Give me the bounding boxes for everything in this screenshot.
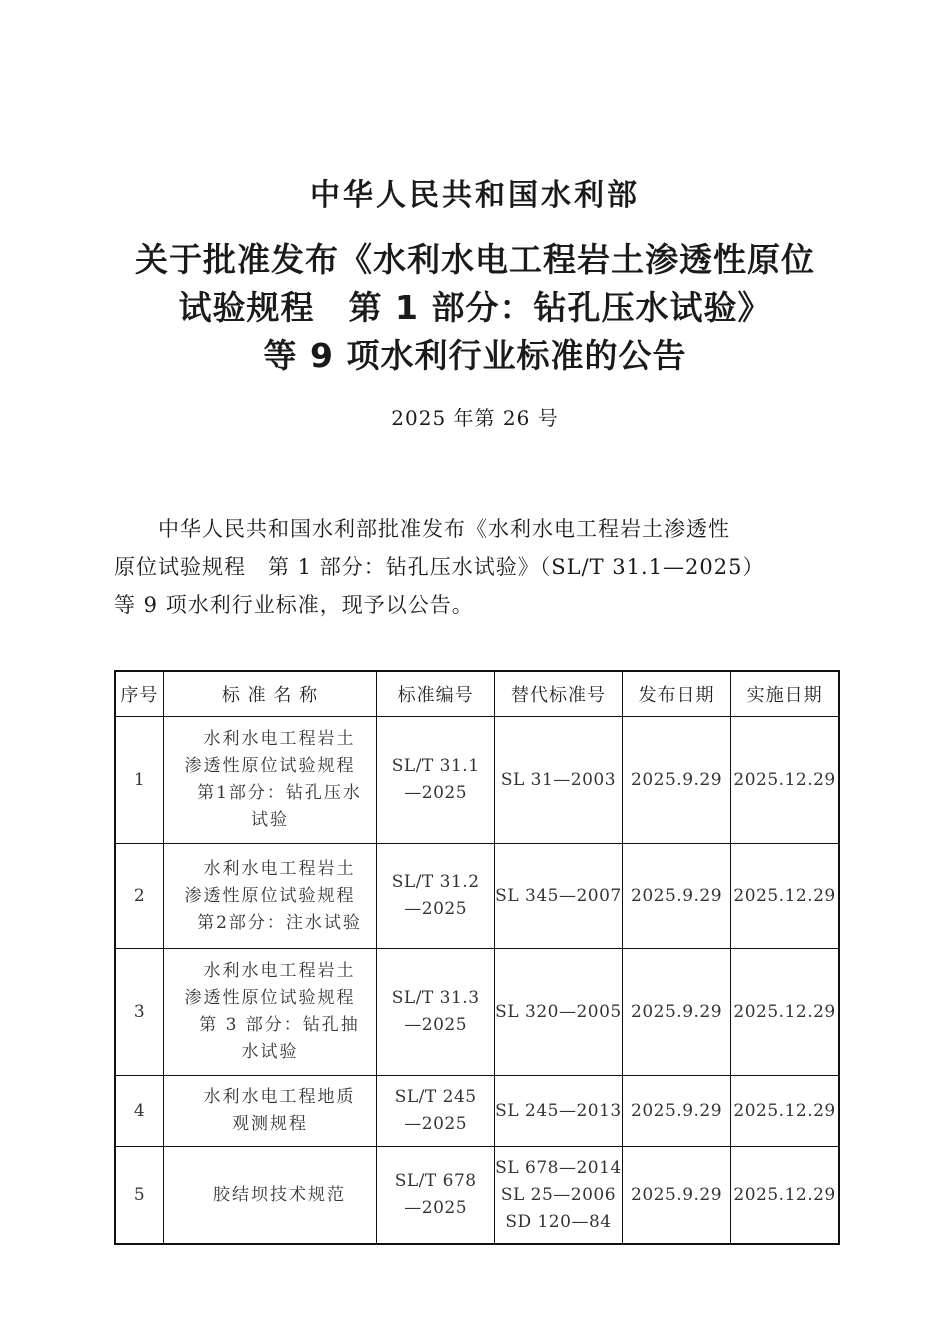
- replaced-line: SL 25—2006: [500, 1184, 617, 1205]
- serial-number-cell: 5: [115, 1147, 163, 1245]
- publish-date-cell: 2025.9.29: [622, 717, 730, 844]
- effective-date-cell: 2025.12.29: [731, 949, 839, 1076]
- code-line: SL/T 31.2: [391, 872, 480, 892]
- replaced-line: SL 678—2014: [495, 1157, 622, 1178]
- code-line: —2025: [404, 1114, 468, 1134]
- name-line: 水利水电工程岩土: [184, 961, 356, 981]
- replaced-standard-cell: [494, 1147, 622, 1245]
- code-line: SL/T 245: [394, 1087, 477, 1107]
- effective-date-cell: 2025.12.29: [731, 1147, 839, 1245]
- name-line: 胶结坝技术规范: [194, 1184, 346, 1205]
- title-line: 等 9 项水利行业标准的公告: [263, 336, 687, 375]
- header-replaced-standard: 替代标准号: [494, 671, 622, 717]
- publish-date-cell: 2025.9.29: [622, 949, 730, 1076]
- header-publish-date: 发布日期: [622, 671, 730, 717]
- name-line: 第1部分：钻孔压水: [178, 783, 362, 803]
- body-line: 中华人民共和国水利部批准发布《水利水电工程岩土渗透性: [114, 517, 730, 541]
- name-line: 试验: [251, 810, 289, 830]
- name-line: 水试验: [241, 1042, 299, 1062]
- name-line: 渗透性原位试验规程: [184, 756, 356, 776]
- publish-date-cell: 2025.9.29: [622, 1147, 730, 1245]
- name-line: 水利水电工程地质: [184, 1087, 356, 1107]
- name-line: 渗透性原位试验规程: [184, 885, 356, 906]
- code-line: SL/T 31.3: [391, 988, 480, 1008]
- replaced-line: SL 345—2007: [495, 885, 622, 906]
- publish-date-cell: 2025.9.29: [622, 844, 730, 949]
- replaced-line: SL 320—2005: [495, 1001, 622, 1022]
- code-line: —2025: [404, 1015, 468, 1035]
- standard-code-cell: [377, 844, 495, 949]
- standard-code-cell: [377, 717, 495, 844]
- announcement-body: [114, 510, 842, 624]
- header-serial-number: 序号: [115, 671, 163, 717]
- table-row: [115, 1147, 839, 1245]
- replaced-standard-cell: [494, 1076, 622, 1147]
- code-line: —2025: [404, 783, 468, 803]
- replaced-standard-cell: [494, 949, 622, 1076]
- header-effective-date: 实施日期: [731, 671, 839, 717]
- effective-date-cell: 2025.12.29: [731, 844, 839, 949]
- standard-code-cell: [377, 1076, 495, 1147]
- announcement-title: [0, 236, 950, 380]
- standard-name-cell: [163, 844, 377, 949]
- replaced-standard-cell: [494, 844, 622, 949]
- name-line: 第2部分：注水试验: [178, 912, 362, 933]
- code-line: —2025: [404, 899, 468, 919]
- title-line: 关于批准发布《水利水电工程岩土渗透性原位: [135, 240, 815, 279]
- serial-number-cell: 2: [115, 844, 163, 949]
- name-line: 观测规程: [232, 1114, 308, 1134]
- table-row: [115, 844, 839, 949]
- table-header-row: [115, 671, 839, 717]
- body-line: 原位试验规程 第 1 部分：钻孔压水试验》（SL/T 31.1—2025）: [114, 555, 765, 579]
- name-line: 渗透性原位试验规程: [184, 988, 356, 1008]
- standard-name-cell: [163, 1076, 377, 1147]
- header-standard-name: 标 准 名 称: [163, 671, 377, 717]
- header-standard-code: 标准编号: [377, 671, 495, 717]
- standard-name-cell: [163, 949, 377, 1076]
- table-row: [115, 1076, 839, 1147]
- standard-name-cell: [163, 1147, 377, 1245]
- table-row: [115, 949, 839, 1076]
- standard-code-cell: [377, 949, 495, 1076]
- replaced-standard-cell: [494, 717, 622, 844]
- title-line: 试验规程 第 1 部分：钻孔压水试验》: [178, 288, 772, 327]
- code-line: SL/T 678: [394, 1171, 477, 1191]
- document-number: 2025 年第 26 号: [391, 406, 559, 430]
- standard-name-cell: [163, 717, 377, 844]
- code-line: SL/T 31.1: [391, 756, 480, 776]
- standards-table: [114, 670, 840, 1245]
- code-line: —2025: [404, 1198, 468, 1218]
- effective-date-cell: 2025.12.29: [731, 717, 839, 844]
- replaced-line: SL 245—2013: [495, 1100, 622, 1121]
- name-line: 第 3 部分：钻孔抽: [180, 1015, 360, 1035]
- name-line: 水利水电工程岩土: [184, 729, 356, 749]
- standard-code-cell: [377, 1147, 495, 1245]
- body-line: 等 9 项水利行业标准，现予以公告。: [114, 593, 474, 617]
- name-line: 水利水电工程岩土: [184, 858, 356, 879]
- table-row: [115, 717, 839, 844]
- issuing-organization: 中华人民共和国水利部: [310, 178, 640, 213]
- serial-number-cell: 1: [115, 717, 163, 844]
- effective-date-cell: 2025.12.29: [731, 1076, 839, 1147]
- serial-number-cell: 3: [115, 949, 163, 1076]
- serial-number-cell: 4: [115, 1076, 163, 1147]
- replaced-line: SD 120—84: [505, 1211, 612, 1232]
- publish-date-cell: 2025.9.29: [622, 1076, 730, 1147]
- replaced-line: SL 31—2003: [500, 769, 617, 790]
